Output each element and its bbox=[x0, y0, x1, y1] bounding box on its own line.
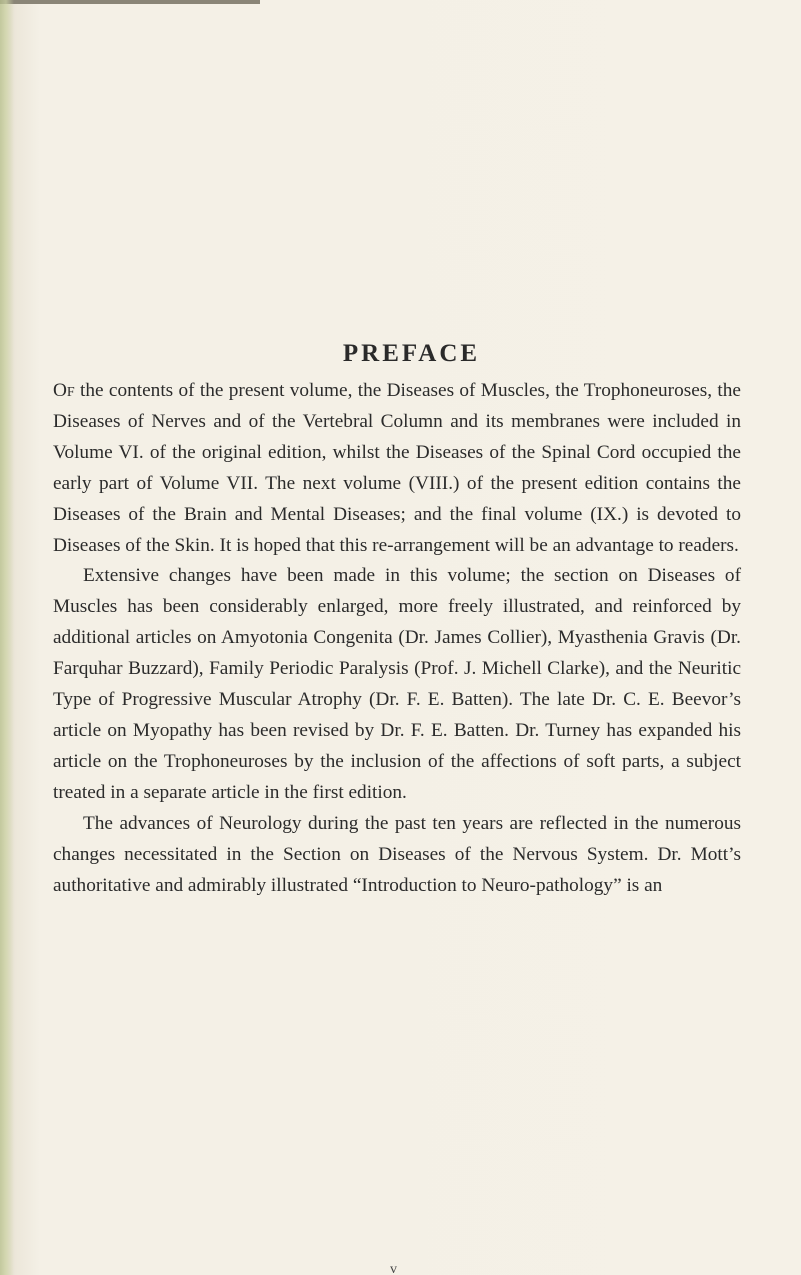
paragraph-1-lead: Of bbox=[53, 380, 75, 401]
page-title: PREFACE bbox=[342, 340, 481, 367]
paragraph-3: The advances of Neurology during the past ten years are reflected in the numerous changes necessitated in the Section on Diseases of the Nervous System. Dr. Mott’s authoritative and admirably illustrated “Introduction to Neuro-pathology” is an bbox=[53, 812, 741, 896]
paragraph-2: Extensive changes have been made in this volume; the section on Diseases of Muscles has been considerably enlarged, more freely illustrated, and reinforced by additional articles on Amyotonia Congenita (Dr. James Collier), Myasthenia Gravis (Dr. Farquhar Buzzard), Family Periodic Paralysis (Prof. J. Michell Clarke), and the Neuritic Type of Progressive Muscular Atrophy (Dr. F. E. Batten). The late Dr. C. E. Beevor’s article on Myopathy has been revised by Dr. F. E. Batten. Dr. Turney has expanded his article on the Trophoneuroses by the inclusion of the affections of soft parts, a subject treated in a separate article in the first edition. bbox=[53, 565, 741, 803]
page-top-edge bbox=[0, 0, 260, 4]
paragraph-1 bbox=[53, 376, 741, 561]
page-number: v bbox=[390, 1262, 397, 1275]
paragraph-1-body: the contents of the present volume, the Diseases of Muscles, the Trophoneuroses, the Diseases of Nerves and of the Vertebral Column and its membranes were included in Volume VI. of the original edition, whilst the Diseases of the Spinal Cord occupied the early part of Volume VII. The next volume (VIII.) of the present edition contains the Diseases of the Brain and Mental Diseases; and the final volume (IX.) is devoted to Diseases of the Skin. It is hoped that this re-arrangement will be an advantage to readers. bbox=[53, 380, 741, 556]
preface-text bbox=[53, 376, 741, 901]
spine-shadow bbox=[0, 0, 14, 1275]
